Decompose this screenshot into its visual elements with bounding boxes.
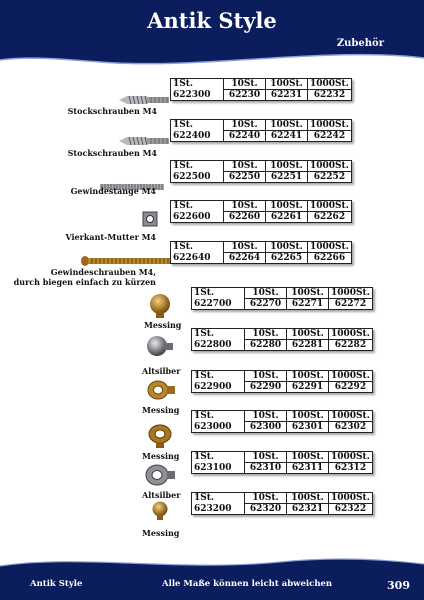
article-number: 623100 <box>192 463 245 474</box>
qty-100: 100St. <box>287 452 329 463</box>
price-table <box>191 287 373 310</box>
qty-10: 10St. <box>245 452 287 463</box>
material-label: Messing <box>144 320 182 330</box>
price-table <box>170 119 352 142</box>
ball-finial-icon <box>146 293 174 323</box>
single-qty: 1St. <box>192 371 245 382</box>
article-number: 622300 <box>171 90 224 101</box>
article-number-10: 62230 <box>224 90 266 101</box>
single-qty: 1St. <box>171 120 224 131</box>
material-label: Altsilber <box>142 366 181 376</box>
footer-note: Alle Maße können leicht abweichen <box>162 579 333 589</box>
article-number-1000: 62266 <box>308 253 352 264</box>
qty-1000: 1000St. <box>329 411 373 422</box>
product-label-line1: Gewindeschrauben M4, <box>50 267 156 277</box>
article-number-1000: 62312 <box>329 463 373 474</box>
ball-finial-icon <box>144 334 174 366</box>
article-number-1000: 62242 <box>308 131 352 142</box>
price-table <box>170 160 352 183</box>
qty-1000: 1000St. <box>308 161 352 172</box>
article-number-1000: 62262 <box>308 212 352 223</box>
small-finial-icon <box>148 500 172 524</box>
ring-eyelet-icon <box>146 379 176 405</box>
article-number-10: 62320 <box>245 504 287 515</box>
article-number-10: 62264 <box>224 253 266 264</box>
page-number: 309 <box>387 579 410 592</box>
price-table <box>170 241 352 264</box>
article-number-10: 62310 <box>245 463 287 474</box>
article-number-1000: 62322 <box>329 504 373 515</box>
page-title: Antik Style <box>147 8 277 33</box>
qty-10: 10St. <box>245 329 287 340</box>
article-number-10: 62300 <box>245 422 287 433</box>
price-table <box>170 78 352 101</box>
qty-1000: 1000St. <box>329 493 373 504</box>
price-table <box>170 200 352 223</box>
material-label: Messing <box>142 405 180 415</box>
price-table <box>191 451 373 474</box>
qty-100: 100St. <box>266 79 308 90</box>
article-number-100: 62251 <box>266 172 308 183</box>
qty-1000: 1000St. <box>329 452 373 463</box>
qty-1000: 1000St. <box>308 120 352 131</box>
single-qty: 1St. <box>171 79 224 90</box>
qty-100: 100St. <box>266 242 308 253</box>
header-banner <box>0 0 424 72</box>
article-number-10: 62270 <box>245 299 287 310</box>
article-number-1000: 62272 <box>329 299 373 310</box>
square-nut-icon <box>142 211 158 231</box>
qty-10: 10St. <box>224 79 266 90</box>
ring-eyelet-icon <box>144 463 176 491</box>
product-label: Vierkant-Mutter M4 <box>65 232 156 242</box>
price-table <box>191 328 373 351</box>
article-number: 622600 <box>171 212 224 223</box>
article-number-10: 62290 <box>245 382 287 393</box>
single-qty: 1St. <box>171 242 224 253</box>
footer-wave <box>0 552 424 600</box>
qty-100: 100St. <box>266 120 308 131</box>
qty-10: 10St. <box>245 371 287 382</box>
article-number: 622640 <box>171 253 224 264</box>
material-label: Messing <box>142 451 180 461</box>
qty-10: 10St. <box>224 120 266 131</box>
article-number: 622700 <box>192 299 245 310</box>
article-number-1000: 62282 <box>329 340 373 351</box>
article-number-1000: 62252 <box>308 172 352 183</box>
article-number-100: 62261 <box>266 212 308 223</box>
single-qty: 1St. <box>192 411 245 422</box>
qty-1000: 1000St. <box>308 79 352 90</box>
single-qty: 1St. <box>192 288 245 299</box>
article-number-100: 62321 <box>287 504 329 515</box>
qty-1000: 1000St. <box>329 329 373 340</box>
article-number-100: 62231 <box>266 90 308 101</box>
article-number: 623200 <box>192 504 245 515</box>
single-qty: 1St. <box>171 161 224 172</box>
qty-10: 10St. <box>245 411 287 422</box>
article-number-10: 62250 <box>224 172 266 183</box>
article-number-100: 62311 <box>287 463 329 474</box>
article-number-10: 62260 <box>224 212 266 223</box>
qty-1000: 1000St. <box>329 371 373 382</box>
product-label <box>14 267 156 287</box>
article-number: 622900 <box>192 382 245 393</box>
product-label: Gewindestange M4 <box>70 186 156 196</box>
qty-100: 100St. <box>266 201 308 212</box>
footer-banner <box>0 552 424 600</box>
article-number-100: 62271 <box>287 299 329 310</box>
qty-100: 100St. <box>287 371 329 382</box>
qty-10: 10St. <box>224 242 266 253</box>
product-label: Stockschrauben M4 <box>67 106 157 116</box>
price-table <box>191 370 373 393</box>
price-table <box>191 410 373 433</box>
material-label: Altsilber <box>142 490 181 500</box>
article-number-10: 62280 <box>245 340 287 351</box>
footer-brand: Antik Style <box>30 579 83 589</box>
ring-eyelet-icon <box>146 424 176 452</box>
single-qty: 1St. <box>192 493 245 504</box>
article-number: 623000 <box>192 422 245 433</box>
article-number-1000: 62292 <box>329 382 373 393</box>
qty-100: 100St. <box>287 411 329 422</box>
qty-1000: 1000St. <box>308 242 352 253</box>
price-table <box>191 492 373 515</box>
page-subtitle: Zubehör <box>336 38 384 49</box>
qty-100: 100St. <box>287 329 329 340</box>
article-number: 622500 <box>171 172 224 183</box>
qty-100: 100St. <box>287 288 329 299</box>
qty-10: 10St. <box>224 161 266 172</box>
qty-1000: 1000St. <box>329 288 373 299</box>
qty-10: 10St. <box>245 288 287 299</box>
article-number-100: 62241 <box>266 131 308 142</box>
article-number: 622800 <box>192 340 245 351</box>
single-qty: 1St. <box>192 329 245 340</box>
material-label: Messing <box>142 528 180 538</box>
single-qty: 1St. <box>171 201 224 212</box>
qty-100: 100St. <box>287 493 329 504</box>
single-qty: 1St. <box>192 452 245 463</box>
article-number-100: 62281 <box>287 340 329 351</box>
article-number-10: 62240 <box>224 131 266 142</box>
article-number-100: 62301 <box>287 422 329 433</box>
article-number-1000: 62232 <box>308 90 352 101</box>
article-number-1000: 62302 <box>329 422 373 433</box>
qty-1000: 1000St. <box>308 201 352 212</box>
product-label: Stockschrauben M4 <box>67 148 157 158</box>
article-number-100: 62265 <box>266 253 308 264</box>
product-label-line2: durch biegen einfach zu kürzen <box>13 277 156 287</box>
qty-100: 100St. <box>266 161 308 172</box>
qty-10: 10St. <box>245 493 287 504</box>
qty-10: 10St. <box>224 201 266 212</box>
article-number: 622400 <box>171 131 224 142</box>
article-number-100: 62291 <box>287 382 329 393</box>
